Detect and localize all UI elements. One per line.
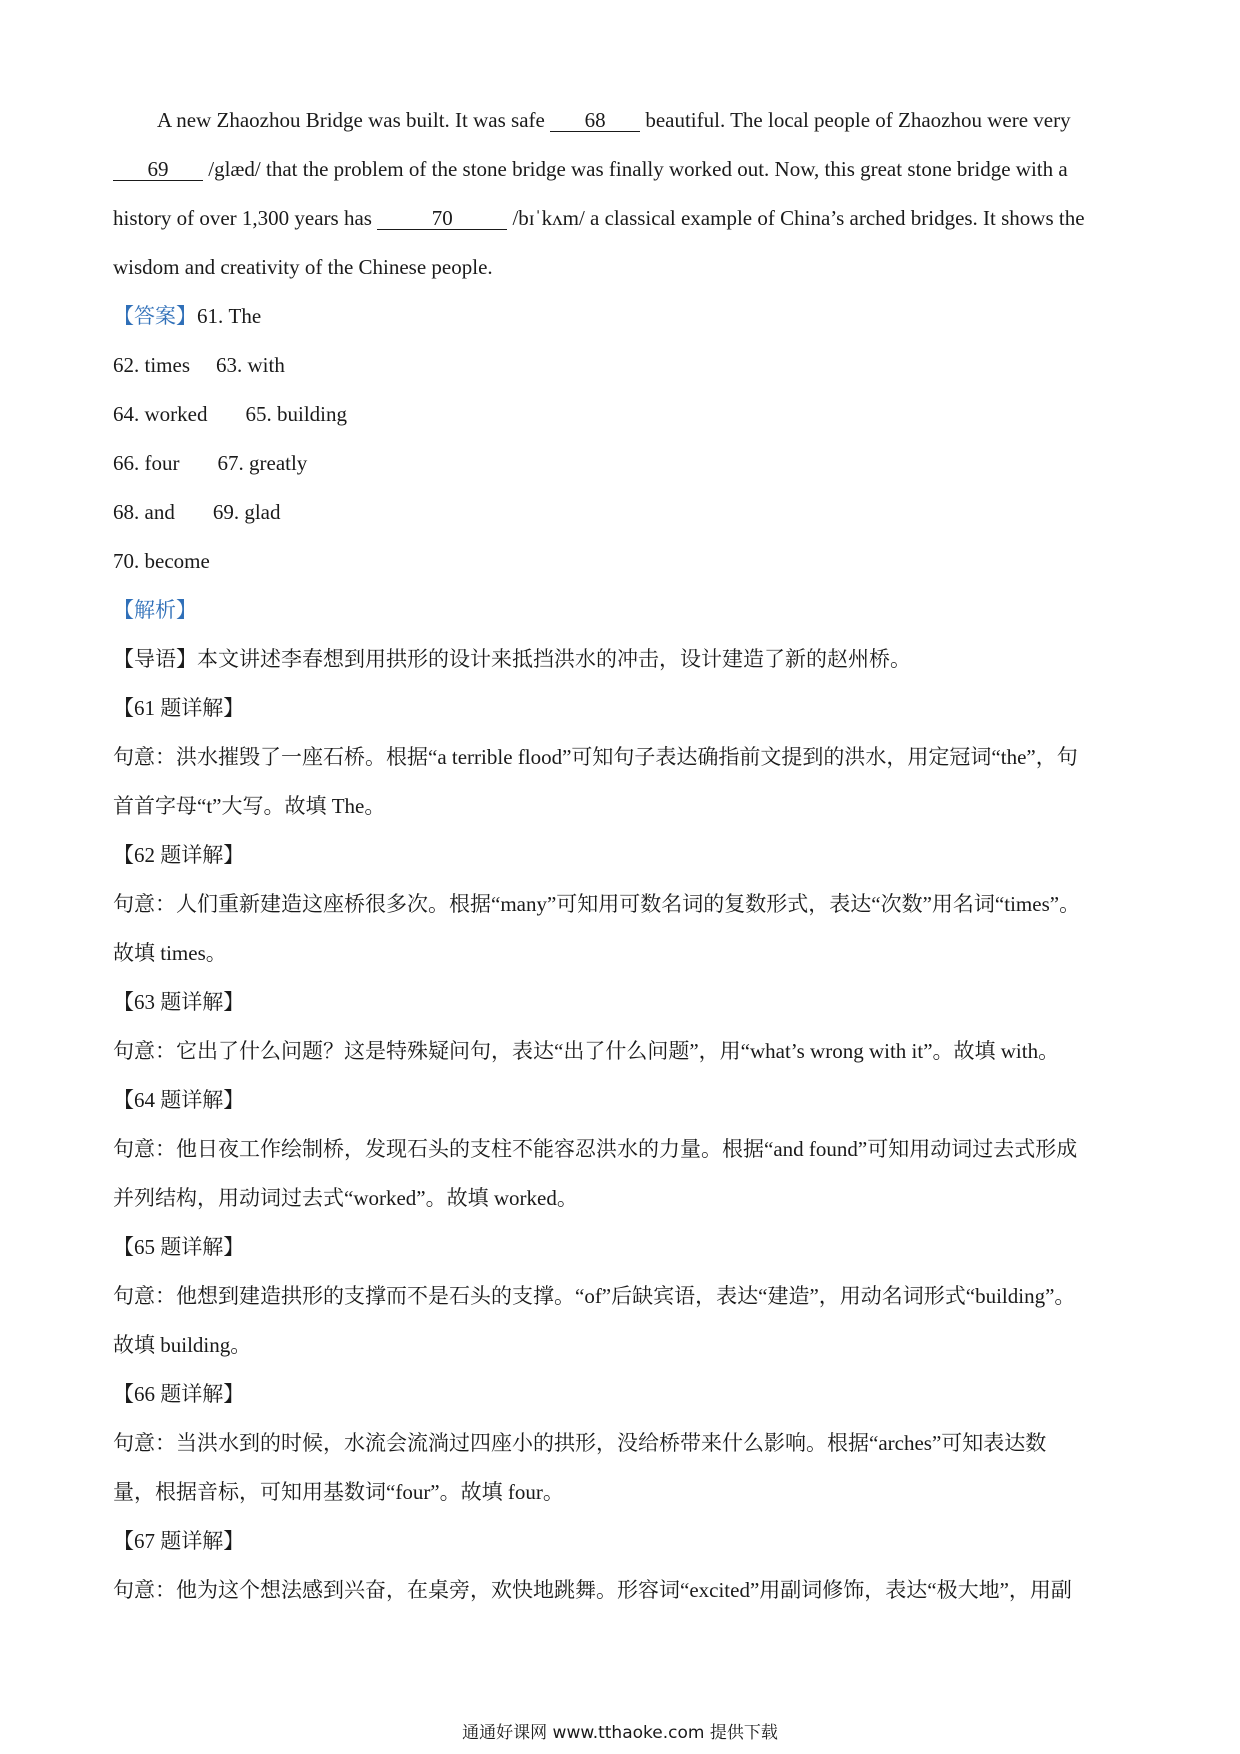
answer-item: 67. greatly [217, 451, 308, 475]
analysis-label: 【解析】 [113, 598, 197, 622]
q64-title: 【64 题详解】 [113, 1088, 245, 1112]
answer-item: 68. and [113, 500, 175, 524]
analysis-intro: 【导语】本文讲述李春想到用拱形的设计来抵挡洪水的冲击，设计建造了新的赵州桥。 [113, 647, 911, 671]
q64-line-2: 并列结构，用动词过去式“worked”。故填 worked。 [113, 1186, 578, 1210]
passage-line-2 [113, 145, 1128, 194]
q67-title: 【67 题详解】 [113, 1529, 245, 1553]
q62-line-2: 故填 times。 [113, 941, 227, 965]
passage-text: wisdom and creativity of the Chinese people. [113, 255, 493, 279]
passage-text: beautiful. The local people of Zhaozhou were very [640, 108, 1071, 132]
answer-item: 62. times [113, 353, 190, 377]
q65-title: 【65 题详解】 [113, 1235, 245, 1259]
q66-title: 【66 题详解】 [113, 1382, 245, 1406]
passage-line-1 [113, 96, 1128, 145]
answers-row-3 [113, 390, 1128, 439]
blank-69: 69 [113, 158, 203, 181]
answer-item: 69. glad [212, 500, 281, 524]
answer-label: 【答案】 [113, 304, 197, 328]
page-footer: 通通好课网 www.tthaoke.com 提供下载 [462, 1723, 778, 1743]
q66-line-1: 句意：当洪水到的时候，水流会流淌过四座小的拱形，没给桥带来什么影响。根据“arches”可知表达数 [113, 1431, 1047, 1455]
passage-text: history of over 1,300 years has [113, 206, 378, 230]
answer-item: 70. become [113, 549, 210, 573]
q65-line-1: 句意：他想到建造拱形的支撑而不是石头的支撑。“of”后缺宾语，表达“建造”，用动名词形式“building”。 [113, 1284, 1076, 1308]
blank-68: 68 [550, 109, 640, 132]
q61-title: 【61 题详解】 [113, 696, 245, 720]
document-content [113, 96, 1128, 1615]
answer-item: 61. The [197, 304, 262, 328]
blank-70: 70 [377, 207, 507, 230]
q62-title: 【62 题详解】 [113, 843, 245, 867]
passage-text: A new Zhaozhou Bridge was built. It was safe [157, 108, 551, 132]
answers-row-5 [113, 488, 1128, 537]
passage-text: /bɪˈkʌm/ a classical example of China’s arched bridges. It shows the [507, 206, 1085, 230]
answers-row-1 [113, 292, 1128, 341]
answer-item: 64. worked [113, 402, 208, 426]
q62-line-1: 句意：人们重新建造这座桥很多次。根据“many”可知用可数名词的复数形式，表达“次数”用名词“times”。 [113, 892, 1081, 916]
answers-row-2 [113, 341, 1128, 390]
analysis-heading [113, 586, 1128, 635]
answers-row-6 [113, 537, 1128, 586]
q65-line-2: 故填 building。 [113, 1333, 252, 1357]
answer-item: 63. with [216, 353, 285, 377]
answers-row-4 [113, 439, 1128, 488]
q67-line-1: 句意：他为这个想法感到兴奋，在桌旁，欢快地跳舞。形容词“excited”用副词修饰，表达“极大地”，用副 [113, 1578, 1072, 1602]
q64-line-1: 句意：他日夜工作绘制桥，发现石头的支柱不能容忍洪水的力量。根据“and found”可知用动词过去式形成 [113, 1137, 1078, 1161]
q61-line-2: 首首字母“t”大写。故填 The。 [113, 794, 386, 818]
passage-line-4 [113, 243, 1128, 292]
q61-line-1: 句意：洪水摧毁了一座石桥。根据“a terrible flood”可知句子表达确指前文提到的洪水，用定冠词“the”，句 [113, 745, 1078, 769]
passage-text: /glæd/ that the problem of the stone bridge was finally worked out. Now, this great stone bridge with a [203, 157, 1068, 181]
q63-line-1: 句意：它出了什么问题？这是特殊疑问句，表达“出了什么问题”，用“what’s wrong with it”。故填 with。 [113, 1039, 1060, 1063]
answer-item: 66. four [113, 451, 180, 475]
passage-line-3 [113, 194, 1128, 243]
q63-title: 【63 题详解】 [113, 990, 245, 1014]
q66-line-2: 量，根据音标，可知用基数词“four”。故填 four。 [113, 1480, 564, 1504]
answer-item: 65. building [245, 402, 347, 426]
